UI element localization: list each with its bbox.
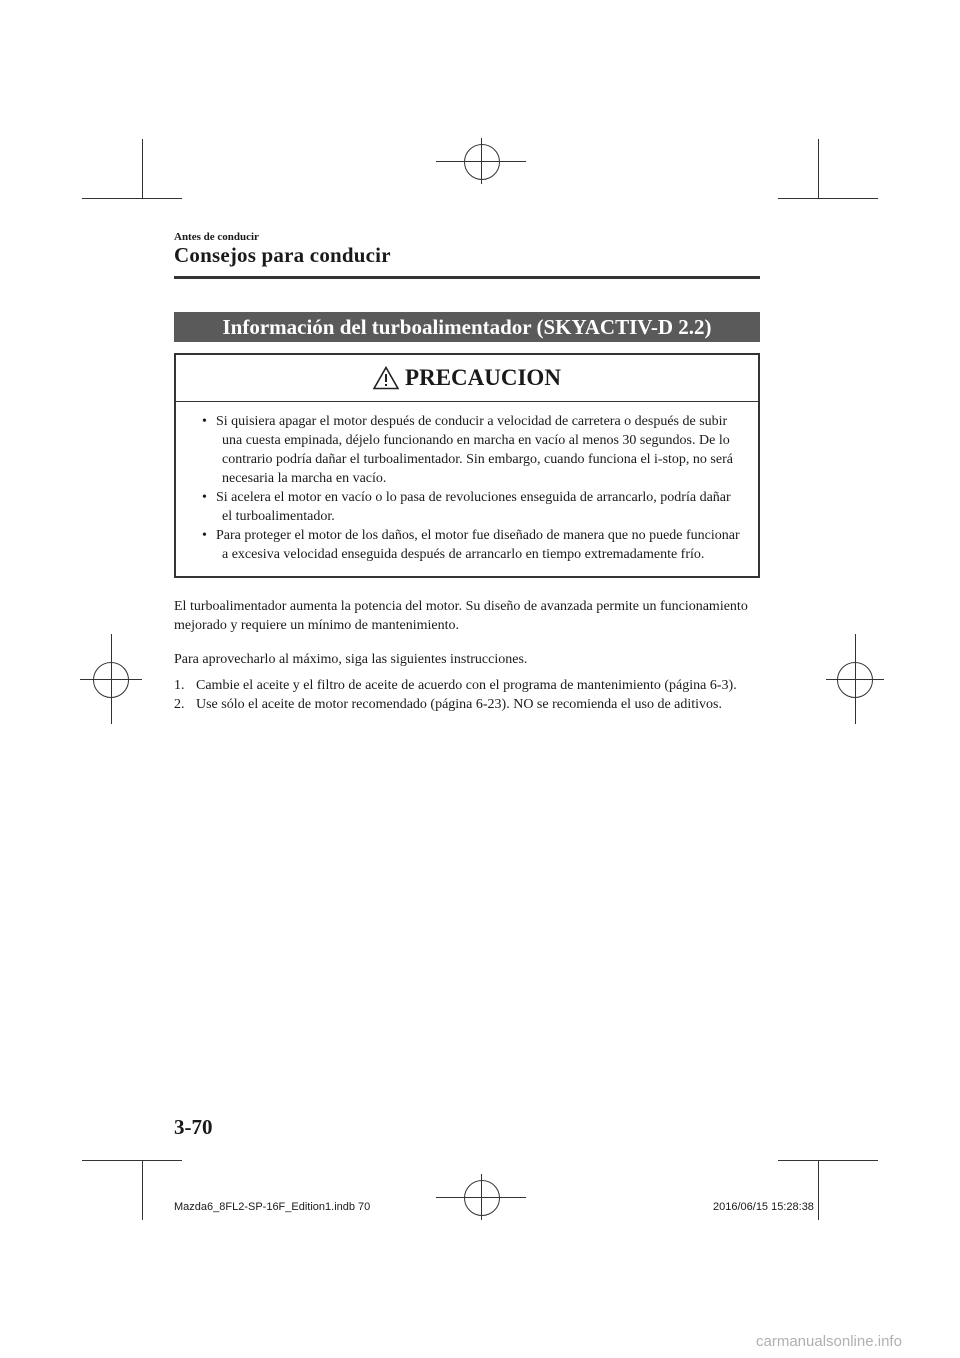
caution-header [176,355,758,402]
step-number: 2. [174,697,185,712]
instructions-lead: Para aprovecharlo al máximo, siga las siguientes instrucciones. [174,652,528,667]
print-file-info: Mazda6_8FL2-SP-16F_Edition1.indb 70 [174,1201,371,1213]
header-rule [174,276,760,279]
instruction-step [174,695,760,714]
registration-mark-left [80,634,142,724]
warning-triangle-icon [373,366,399,390]
crop-mark [142,1160,143,1220]
instruction-list [174,676,760,714]
watermark: carmanualsonline.info [756,1333,902,1350]
bullet: • [202,414,207,429]
crop-mark [778,1160,878,1161]
intro-paragraph: El turboalimentador aumenta la potencia del motor. Su diseño de avanzada permite un funcionamiento mejorado y requiere un mínimo de mantenimiento. [174,599,748,633]
registration-mark-bottom [436,1174,526,1220]
print-timestamp: 2016/06/15 15:28:38 [713,1201,814,1213]
bullet: • [202,528,207,543]
crop-mark [82,198,182,199]
caution-list [176,402,758,564]
caution-box [174,353,760,578]
topic-banner [174,312,760,342]
instruction-step [174,676,760,695]
registration-mark-right [826,634,884,724]
step-number: 1. [174,678,185,693]
section-title: Consejos para conducir [174,243,391,267]
crop-mark [818,139,819,199]
crop-mark [818,1160,819,1220]
crop-mark [142,139,143,199]
step-text: Cambie el aceite y el filtro de aceite de acuerdo con el programa de mantenimiento (página 6-3). [196,678,737,693]
page-number: 3-70 [174,1115,213,1139]
caution-item: • Si quisiera apagar el motor después de conducir a velocidad de carretera o después de subir una cuesta empinada, déjelo funcionando en marcha en vacío al menos 30 segundos. De lo contrario podría dañar el turboalimentador. Sin embargo, cuando funciona el i-stop, no será necesaria la marcha en vacío. [202,414,733,486]
caution-title: PRECAUCION [405,365,561,390]
section-label: Antes de conducir [174,231,259,243]
crop-mark [778,198,878,199]
crop-mark [82,1160,182,1161]
bullet: • [202,490,207,505]
registration-mark-top [436,138,526,184]
caution-item: • Si acelera el motor en vacío o lo pasa de revoluciones enseguida de arrancarlo, podría dañar el turboalimentador. [202,490,731,524]
caution-item: • Para proteger el motor de los daños, el motor fue diseñado de manera que no puede funcionar a excesiva velocidad enseguida después de arrancarlo en tiempo extremadamente frío. [202,528,740,562]
topic-title: Información del turboalimentador (SKYACTIV-D 2.2) [222,314,712,339]
step-text: Use sólo el aceite de motor recomendado (página 6-23). NO se recomienda el uso de aditivos. [196,697,722,712]
